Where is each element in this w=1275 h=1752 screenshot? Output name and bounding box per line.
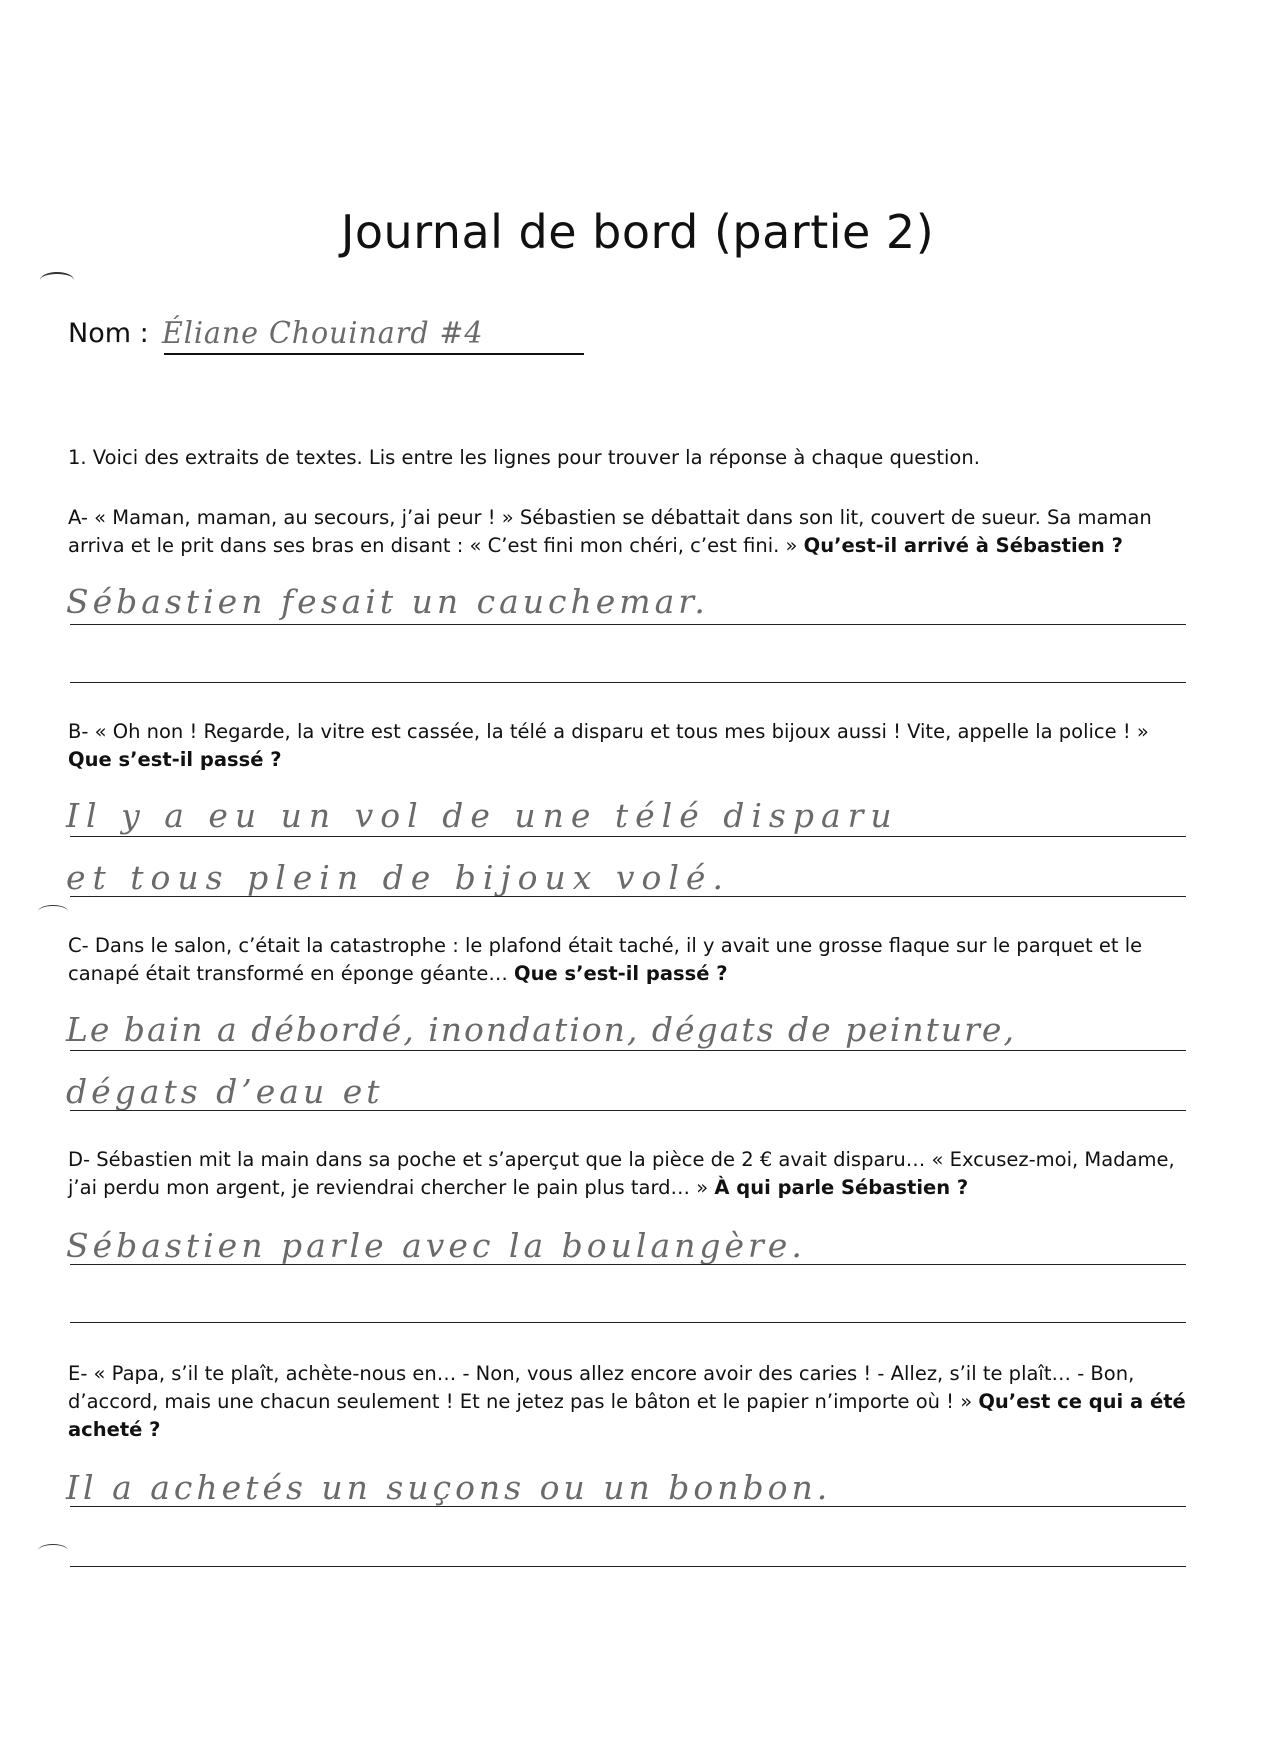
answer-c-rule2 <box>70 1110 1186 1111</box>
scan-mark <box>40 272 74 288</box>
answer-d-line1: Sébastien parle avec la boulangère. <box>66 1226 806 1265</box>
question-c-prompt: Que s’est-il passé ? <box>514 962 728 985</box>
question-e-text: E- « Papa, s’il te plaît, achète-nous en… - Non, vous allez encore avoir des caries ! - Allez, s’il te plaît… - Bon, d’accord, mais une chacun seulement ! Et ne jetez pas le bâton et le papier n’importe où ! » <box>68 1362 1135 1413</box>
answer-d-rule2 <box>70 1322 1186 1323</box>
question-d <box>68 1146 1198 1202</box>
answer-a-rule2 <box>70 682 1186 683</box>
question-c <box>68 932 1198 988</box>
question-b-prompt: Que s’est-il passé ? <box>68 748 282 771</box>
question-a <box>68 504 1198 560</box>
answer-b-rule2 <box>70 896 1186 897</box>
answer-d-rule1 <box>70 1264 1186 1265</box>
question-d-text: D- Sébastien mit la main dans sa poche et s’aperçut que la pièce de 2 € avait disparu… « Excusez-moi, Madame, j’ai perdu mon argent, je reviendrai chercher le pain plus tard… » <box>68 1148 1175 1199</box>
answer-b-line2: et tous plein de bijoux volé. <box>66 858 730 897</box>
name-label: Nom : <box>68 318 149 349</box>
instructions: 1. Voici des extraits de textes. Lis entre les lignes pour trouver la réponse à chaque question. <box>68 446 980 469</box>
question-b-text: B- « Oh non ! Regarde, la vitre est cassée, la télé a disparu et tous mes bijoux aussi ! Vite, appelle la police ! » <box>68 720 1149 743</box>
answer-c-line1: Le bain a débordé, inondation, dégats de peinture, <box>66 1010 1016 1049</box>
question-d-prompt: À qui parle Sébastien ? <box>714 1176 969 1199</box>
answer-e-rule1 <box>70 1506 1186 1507</box>
answer-b-line1: Il y a eu un vol de une télé disparu <box>66 796 899 835</box>
answer-e-rule2 <box>70 1566 1186 1567</box>
question-e <box>68 1360 1198 1444</box>
name-handwritten: Éliane Chouinard #4 <box>162 316 484 351</box>
scan-mark <box>38 1544 68 1557</box>
answer-a-rule1 <box>70 624 1186 625</box>
page-title: Journal de bord (partie 2) <box>340 205 935 259</box>
answer-c-line2: dégats d’eau et <box>66 1072 384 1111</box>
scan-mark <box>38 905 68 918</box>
question-a-text: A- « Maman, maman, au secours, j’ai peur ! » Sébastien se débattait dans son lit, couvert de sueur. Sa maman arriva et le prit dans ses bras en disant : « C’est fini mon chéri, c’est fini. » <box>68 506 1152 557</box>
answer-e-line1: Il a achetés un suçons ou un bonbon. <box>66 1468 832 1507</box>
question-b <box>68 718 1198 774</box>
question-c-text: C- Dans le salon, c’était la catastrophe : le plafond était taché, il y avait une grosse flaque sur le parquet et le canapé était transformé en éponge géante… <box>68 934 1143 985</box>
answer-b-rule1 <box>70 836 1186 837</box>
answer-a-line1: Sébastien fesait un cauchemar. <box>66 582 709 621</box>
question-e-prompt: Qu’est ce qui a été acheté ? <box>68 1390 1186 1441</box>
answer-c-rule1 <box>70 1050 1186 1051</box>
name-underline <box>164 353 584 355</box>
question-a-prompt: Qu’est-il arrivé à Sébastien ? <box>803 534 1123 557</box>
